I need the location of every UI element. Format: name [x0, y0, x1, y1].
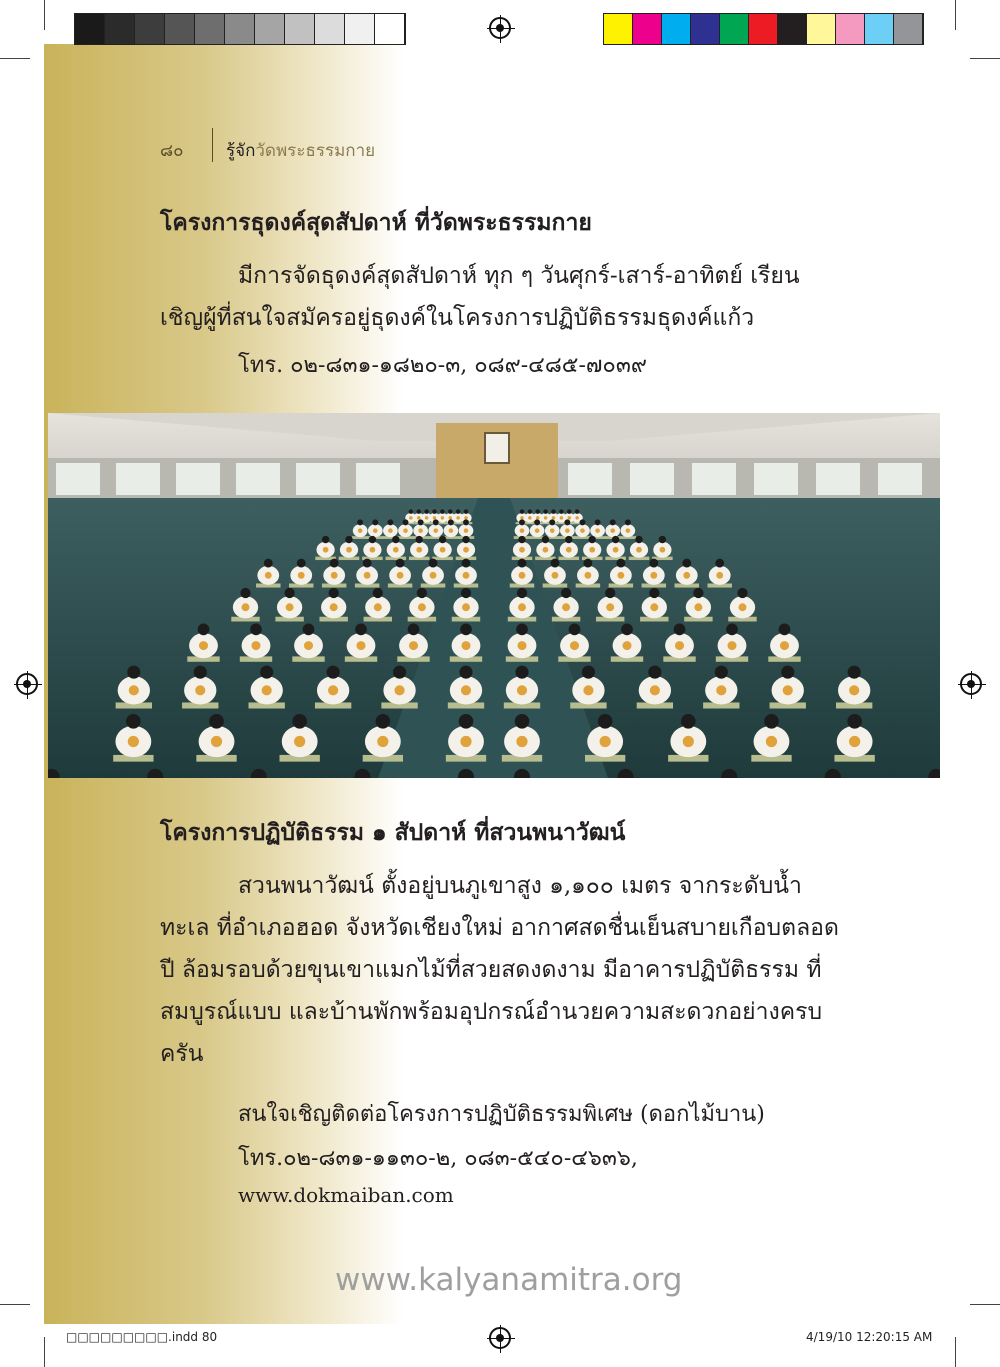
section1-heading: โครงการธุดงค์สุดสัปดาห์ ที่วัดพระธรรมกาย: [160, 209, 592, 236]
crop-mark: [970, 58, 1000, 59]
slug-date: 4/19/10 12:20:15 AM: [806, 1330, 933, 1344]
hall-window: [176, 463, 220, 495]
hall-window: [816, 463, 860, 495]
crop-mark: [955, 0, 956, 30]
crop-mark: [970, 1304, 1000, 1305]
color-swatch: [865, 14, 894, 44]
color-swatch: [662, 14, 691, 44]
color-swatch: [836, 14, 865, 44]
gray-swatch: [345, 14, 375, 44]
color-swatch: [778, 14, 807, 44]
running-head-bold: รู้จัก: [226, 141, 256, 161]
color-swatch: [691, 14, 720, 44]
hall-window: [296, 463, 340, 495]
gray-swatch: [255, 14, 285, 44]
hall-window: [568, 463, 612, 495]
gray-swatch: [195, 14, 225, 44]
section1-body: มีการจัดธุดงค์สุดสัปดาห์ ทุก ๆ วันศุกร์-เสาร์-อาทิตย์ เรียนเชิญผู้ที่สนใจสมัครอยู่ธุดงค์ในโครงการปฏิบัติธรรมธุดงค์แก้ว: [160, 263, 800, 331]
folio-divider: [212, 128, 213, 162]
color-bar: [603, 13, 924, 45]
gray-swatch: [165, 14, 195, 44]
section2-phone: โทร.๐๒-๘๓๑-๑๑๓๐-๒, ๐๘๓-๕๔๐-๔๖๓๖,: [238, 1146, 638, 1171]
section1-phone: โทร. ๐๒-๘๓๑-๑๘๒๐-๓, ๐๘๙-๔๘๕-๗๐๓๙: [238, 353, 647, 378]
hall-window: [630, 463, 674, 495]
section2-website[interactable]: www.dokmaiban.com: [238, 1183, 454, 1207]
hall-window: [692, 463, 736, 495]
color-swatch: [894, 14, 923, 44]
gray-swatch: [105, 14, 135, 44]
photo-illustration: [48, 413, 940, 778]
meditation-hall-photo: [48, 413, 940, 778]
page-number: ๘๐: [160, 141, 184, 161]
running-head-light: วัดพระธรรมกาย: [255, 141, 376, 161]
crop-mark: [0, 58, 30, 59]
crop-mark: [955, 1337, 956, 1367]
registration-mark-top: [489, 17, 511, 39]
section2-contact: สนใจเชิญติดต่อโครงการปฏิบัติธรรมพิเศษ (ดอกไม้บาน): [238, 1102, 765, 1127]
gray-swatch: [75, 14, 105, 44]
hall-window: [754, 463, 798, 495]
hall-window: [878, 463, 922, 495]
gray-swatch: [135, 14, 165, 44]
hall-window: [236, 463, 280, 495]
slug-filename: □□□□□□□□□.indd 80: [66, 1330, 218, 1344]
color-swatch: [633, 14, 662, 44]
color-swatch: [720, 14, 749, 44]
crop-mark: [44, 0, 45, 30]
running-head: [226, 137, 375, 164]
hall-window: [56, 463, 100, 495]
color-swatch: [807, 14, 836, 44]
gray-swatch: [315, 14, 345, 44]
registration-mark-bottom: [489, 1327, 511, 1349]
crop-mark: [0, 1304, 30, 1305]
hall-window: [116, 463, 160, 495]
gray-swatch: [285, 14, 315, 44]
crop-mark: [44, 1337, 45, 1367]
hall-window: [356, 463, 400, 495]
watermark: www.kalyanamitra.org: [335, 1262, 683, 1298]
color-swatch: [604, 14, 633, 44]
registration-mark-right: [960, 673, 982, 695]
section2-body: สวนพนาวัฒน์ ตั้งอยู่บนภูเขาสูง ๑,๑๐๐ เมตร จากระดับน้ำทะเล ที่อำเภอฮอด จังหวัดเชียงใหม่ อากาศสดชื่นเย็นสบายเกือบตลอดปี ล้อมรอบด้วยขุนเขาแมกไม้ที่สวยสดงดงาม มีอาคารปฏิบัติธรรม ที่สมบูรณ์แบบ และบ้านพักพร้อมอุปกรณ์อำนวยความสะดวกอย่างครบครัน: [160, 873, 839, 1067]
grayscale-bar: [74, 13, 406, 45]
section2-heading: โครงการปฏิบัติธรรม ๑ สัปดาห์ ที่สวนพนาวัฒน์: [160, 819, 626, 846]
registration-mark-left: [16, 673, 38, 695]
color-swatch: [749, 14, 778, 44]
gray-swatch: [375, 14, 405, 44]
gray-swatch: [225, 14, 255, 44]
